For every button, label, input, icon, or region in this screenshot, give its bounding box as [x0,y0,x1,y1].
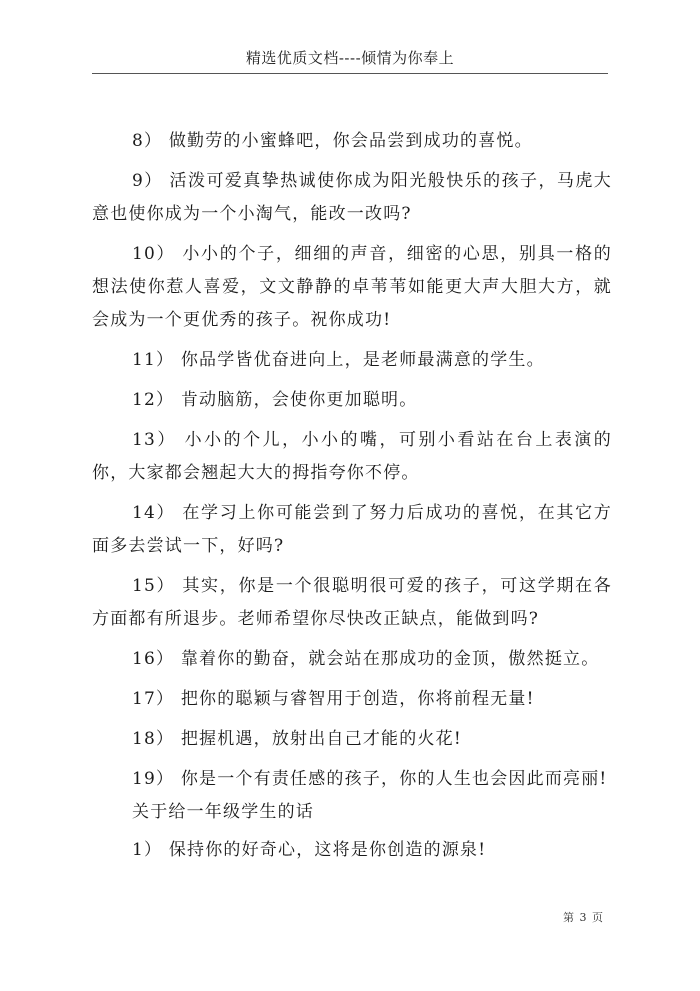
paragraph-9: 9） 活泼可爱真挚热诚使你成为阳光般快乐的孩子，马虎大意也使你成为一个小淘气，能改一改吗? [92,171,612,224]
paragraph-8: 8） 做勤劳的小蜜蜂吧，你会品尝到成功的喜悦。 [132,131,533,151]
paragraph-19: 19） 你是一个有责任感的孩子，你的人生也会因此而亮丽! [132,769,608,789]
section-heading: 关于给一年级学生的话 [132,802,314,822]
paragraph-17: 17） 把你的聪颖与睿智用于创造，你将前程无量! [132,689,535,709]
paragraph-16: 16） 靠着你的勤奋，就会站在那成功的金顶，傲然挺立。 [132,649,600,669]
page-header-title: 精选优质文档----倾情为你奉上 [245,49,455,67]
document-body [92,125,612,874]
paragraph-14: 14） 在学习上你可能尝到了努力后成功的喜悦，在其它方面多去尝试一下，好吗? [92,503,612,556]
paragraph-11: 11） 你品学皆优奋进向上，是老师最满意的学生。 [132,350,545,370]
paragraph-18: 18） 把握机遇，放射出自己才能的火花! [132,729,462,749]
paragraph-13: 13） 小小的个儿，小小的嘴，可别小看站在台上表演的你，大家都会翘起大大的拇指夸你不停。 [92,430,612,483]
page-number: 第 3 页 [563,911,604,924]
paragraph-12: 12） 肯动脑筋，会使你更加聪明。 [132,390,418,410]
section-item-1: 1） 保持你的好奇心，这将是你创造的源泉! [132,840,487,860]
header-divider [92,73,608,74]
paragraph-15: 15） 其实，你是一个很聪明很可爱的孩子，可这学期在各方面都有所退步。老师希望你尽快改正缺点，能做到吗? [92,576,612,629]
paragraph-10: 10） 小小的个子，细细的声音，细密的心思，别具一格的想法使你惹人喜爱，文文静静的卓苇苇如能更大声大胆大方，就会成为一个更优秀的孩子。祝你成功! [92,244,612,330]
